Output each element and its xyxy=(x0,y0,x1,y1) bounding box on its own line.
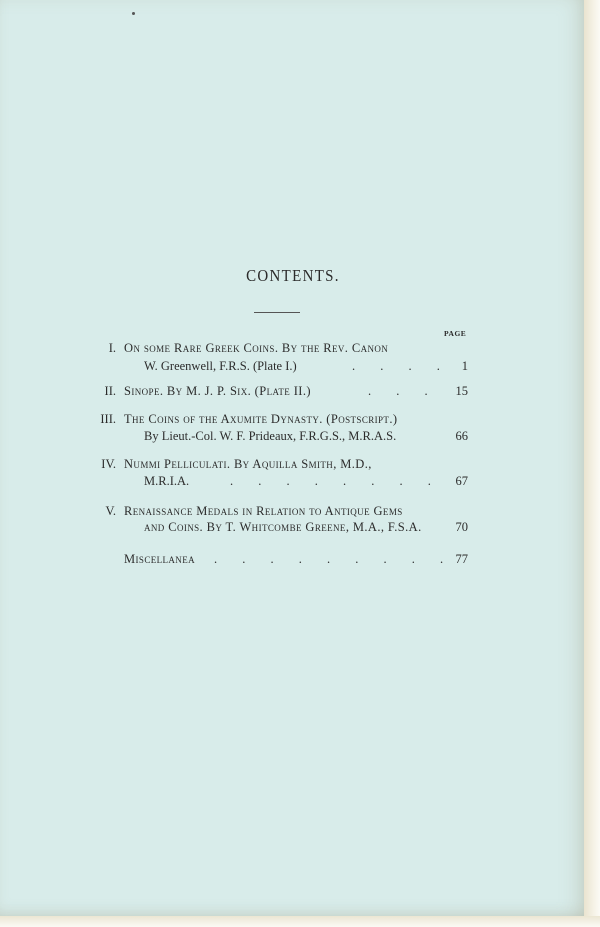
page-edge xyxy=(584,0,600,927)
entry-author-line: M.R.I.A. xyxy=(144,474,190,488)
entry-number: II. xyxy=(104,384,116,398)
entry-author-line: W. Greenwell, F.R.S. (Plate I.) xyxy=(144,359,297,373)
entry-title-line: Miscellanea xyxy=(124,552,196,566)
entry-number: I. xyxy=(108,341,116,355)
entry-leader-dots: . . . . xyxy=(352,359,451,373)
entry-title-line: Sinope. By M. J. P. Six. (Plate II.) xyxy=(124,384,311,398)
contents-title: CONTENTS. xyxy=(246,266,340,285)
entry-title-line: On some Rare Greek Coins. By the Rev. Canon xyxy=(124,341,389,355)
entry-number: V. xyxy=(105,504,116,518)
entry-page-number: 70 xyxy=(455,520,468,534)
entry-page-number: 1 xyxy=(461,359,468,373)
entry-title-line: The Coins of the Axumite Dynasty. (Postscript.) xyxy=(124,412,398,426)
entry-leader-dots: . . . xyxy=(368,384,439,398)
entry-page-number: 67 xyxy=(455,474,468,488)
entry-title-line: Nummi Pelliculati. By Aquilla Smith, M.D., xyxy=(124,457,372,471)
page-column-heading: PAGE xyxy=(444,329,467,338)
page-bottom-edge xyxy=(0,916,600,927)
entry-author-line: and Coins. By T. Whitcombe Greene, M.A., F.S.A. xyxy=(144,520,422,534)
entry-number: IV. xyxy=(101,457,116,471)
entry-leader-dots: . . . . . . . . xyxy=(230,474,442,488)
entry-leader-dots: . . . . . . . . . xyxy=(214,552,455,566)
title-rule xyxy=(254,312,300,313)
entry-page-number: 15 xyxy=(455,384,468,398)
entry-author-line: By Lieut.-Col. W. F. Prideaux, F.R.G.S., M.R.A.S. xyxy=(144,429,397,443)
paper-speck xyxy=(132,12,135,15)
entry-number: III. xyxy=(100,412,116,426)
entry-page-number: 77 xyxy=(455,552,468,566)
entry-page-number: 66 xyxy=(455,429,468,443)
entry-title-line: Renaissance Medals in Relation to Antique Gems xyxy=(124,504,403,518)
